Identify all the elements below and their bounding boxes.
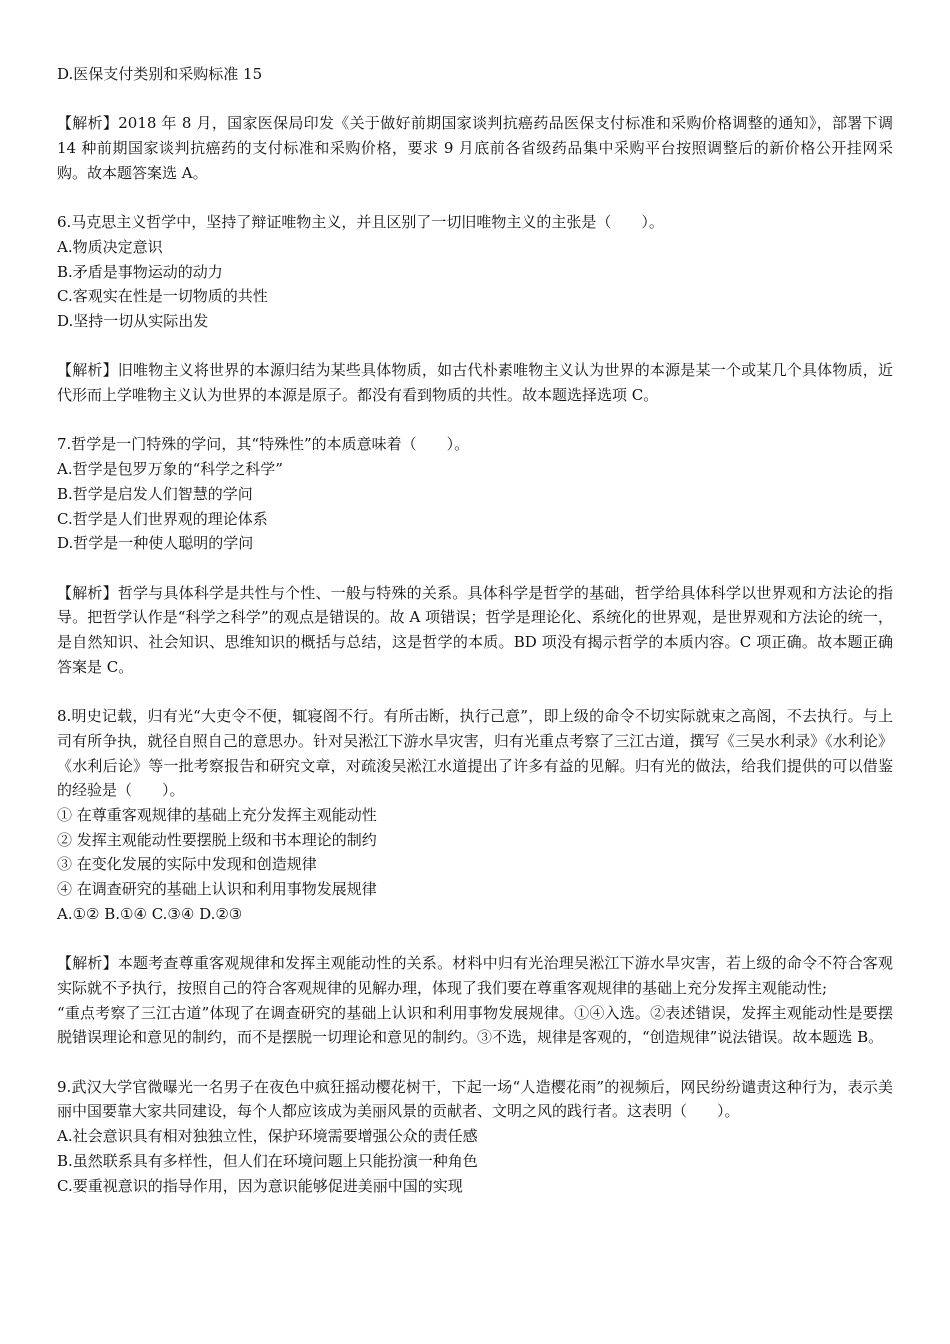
q6-analysis: 【解析】旧唯物主义将世界的本源归结为某些具体物质，如古代朴素唯物主义认为世界的本源是某一个或某几个具体物质，近代形而上学唯物主义认为世界的本源是原子。都没有看到物质的共性。故本题选择选项 C。 xyxy=(57,361,893,405)
q7-option-b: B.哲学是启发人们智慧的学问 xyxy=(57,484,253,503)
q8-choices: A.①② B.①④ C.③④ D.②③ xyxy=(57,904,243,923)
q8-item-1: ① 在尊重客观规律的基础上充分发挥主观能动性 xyxy=(57,806,377,824)
q7-stem: 7.哲学是一门特殊的学问，其“特殊性”的本质意味着（ ）。 xyxy=(57,435,470,454)
q5-option-d: D.医保支付类别和采购标准 15 xyxy=(57,65,263,83)
q8-stem: 8.明史记载，归有光“大吏令不便，辄寝阁不行。有所击断，执行己意”，即上级的命令不切实际就束之高阁，不去执行。与上司有所争执，就径自照自己的意思办。针对吴淞江下游水旱灾害，归有光重点考察了三江古道，撰写《三吴水利录》《水利论》《水利后论》等一批考察报告和研究文章，对疏浚吴淞江水道提出了许多有益的见解。归有光的做法，给我们提供的可以借鉴的经验是（ ）。 xyxy=(57,707,893,800)
q6-stem: 6.马克思主义哲学中，坚持了辩证唯物主义，并且区别了一切旧唯物主义的主张是（ ）。 xyxy=(57,213,664,232)
q6-option-d: D.坚持一切从实际出发 xyxy=(57,312,209,330)
q7-option-a: A.哲学是包罗万象的“科学之科学” xyxy=(57,460,283,479)
q7-option-d: D.哲学是一种使人聪明的学问 xyxy=(57,534,254,553)
q8-analysis-part-1: 【解析】本题考查尊重客观规律和发挥主观能动性的关系。材料中归有光治理吴淞江下游水旱灾害，若上级的命令不符合客观实际就不予执行，按照自己的符合客观规律的见解办理，体现了我们要在尊重客观规律的基础上充分发挥主观能动性; xyxy=(57,954,893,997)
q8-item-4: ④ 在调查研究的基础上认识和利用事物发展规律 xyxy=(57,880,377,899)
document-page xyxy=(57,62,893,1198)
q5-analysis: 【解析】2018 年 8 月，国家医保局印发《关于做好前期国家谈判抗癌药品医保支付标准和采购价格调整的通知》，部署下调 14 种前期国家谈判抗癌药的支付标准和采购价格，要求 9 月底前各省级药品集中采购平台按照调整后的新价格公开挂网采购。故本题答案选 A。 xyxy=(57,114,893,182)
q9-option-c: C.要重视意识的指导作用，因为意识能够促进美丽中国的实现 xyxy=(57,1176,463,1195)
q8-analysis-part-2: “重点考察了三江古道”体现了在调查研究的基础上认识和利用事物发展规律。①④入选。②表述错误，发挥主观能动性是要摆脱错误理论和意见的制约，而不是摆脱一切理论和意见的制约。③不选，规律是客观的，“创造规律”说法错误。故本题选 B。 xyxy=(57,1003,893,1047)
q6-option-b: B.矛盾是事物运动的动力 xyxy=(57,262,223,281)
q9-stem: 9.武汉大学官微曝光一名男子在夜色中疯狂摇动樱花树干，下起一场“人造樱花雨”的视频后，网民纷纷谴责这种行为，表示美丽中国要靠大家共同建设，每个人都应该成为美丽风景的贡献者、文明之风的践行者。这表明（ ）。 xyxy=(57,1077,893,1121)
q9-option-a: A.社会意识具有相对独独立性，保护环境需要增强公众的责任感 xyxy=(57,1127,478,1146)
q6-option-c: C.客观实在性是一切物质的共性 xyxy=(57,287,268,306)
q6-option-a: A.物质决定意识 xyxy=(57,237,163,256)
q7-analysis: 【解析】哲学与具体科学是共性与个性、一般与特殊的关系。具体科学是哲学的基础，哲学给具体科学以世界观和方法论的指导。把哲学认作是“科学之科学”的观点是错误的。故 A 项错误；哲学是理论化、系统化的世界观，是世界观和方法论的统一，是自然知识、社会知识、思维知识的概括与总结，这是哲学的本质。BD 项没有揭示哲学的本质内容。C 项正确。故本题正确答案是 C。 xyxy=(57,583,893,676)
q8-item-3: ③ 在变化发展的实际中发现和创造规律 xyxy=(57,855,317,874)
q7-option-c: C.哲学是人们世界观的理论体系 xyxy=(57,509,268,528)
q8-item-2: ② 发挥主观能动性要摆脱上级和书本理论的制约 xyxy=(57,830,377,849)
q9-option-b: B.虽然联系具有多样性，但人们在环境问题上只能扮演一种角色 xyxy=(57,1151,478,1170)
